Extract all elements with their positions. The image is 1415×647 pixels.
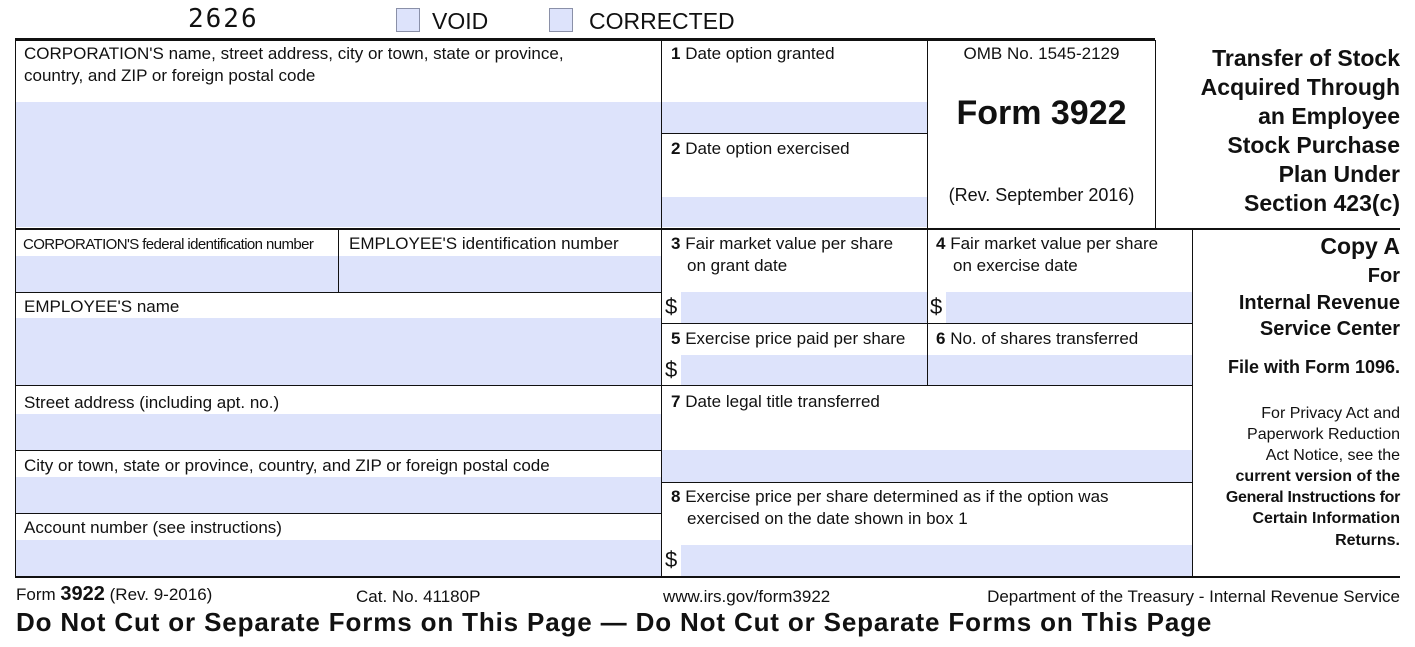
privacy-5: General Instructions for [1225, 489, 1400, 506]
privacy-3: Act Notice, see the [1265, 447, 1400, 464]
box5-input[interactable] [681, 355, 927, 385]
box3-dollar: $ [665, 294, 678, 319]
form-code: 2626 [188, 4, 259, 34]
box3-label [671, 233, 893, 255]
box6-number: 6 [936, 329, 946, 348]
corp-name-label: CORPORATION'S name, street address, city or town, state or province, [24, 44, 564, 63]
box6-input[interactable] [928, 355, 1192, 385]
footer-form-id [16, 583, 212, 606]
title-line1: Transfer of Stock [1212, 45, 1400, 71]
footer-warning: Do Not Cut or Separate Forms on This Page — Do Not Cut or Separate Forms on This Page [16, 607, 1213, 637]
rule [15, 38, 1155, 41]
corp-fid-input[interactable] [16, 256, 338, 292]
title-line2: Acquired Through [1200, 74, 1400, 100]
street-input[interactable] [16, 414, 661, 450]
box7-number: 7 [671, 392, 681, 411]
box2-input[interactable] [662, 197, 927, 227]
title-line3: an Employee [1258, 103, 1400, 129]
box4-text: Fair market value per share [950, 234, 1159, 253]
box8-label-2: exercised on the date shown in box 1 [687, 509, 968, 528]
rule [662, 133, 927, 134]
emp-id-input[interactable] [339, 256, 661, 292]
rule [927, 230, 928, 386]
footer-form-word: Form [16, 585, 56, 604]
footer-url: www.irs.gov/form3922 [663, 587, 831, 606]
omb-number: OMB No. 1545-2129 [963, 44, 1120, 63]
rule [15, 385, 1192, 386]
rule [15, 40, 16, 577]
copy-for: For [1367, 265, 1400, 287]
box8-dollar: $ [665, 547, 678, 572]
copy-irs-2: Service Center [1259, 318, 1400, 340]
box4-label-2: on exercise date [953, 256, 1078, 275]
corp-name-input[interactable] [16, 102, 661, 227]
box6-label [936, 328, 1138, 350]
privacy-1: For Privacy Act and [1261, 405, 1400, 422]
title-line4: Stock Purchase [1227, 132, 1400, 158]
box7-label [671, 391, 880, 413]
account-input[interactable] [16, 540, 661, 576]
box8-text: Exercise price per share determined as if the option was [685, 487, 1109, 506]
privacy-4: current version of the [1235, 468, 1400, 485]
corrected-checkbox[interactable] [549, 8, 573, 32]
footer-rev: (Rev. 9-2016) [109, 585, 213, 604]
footer-form-number: 3922 [60, 583, 105, 605]
rule [661, 40, 662, 577]
rule [15, 450, 661, 451]
rule [662, 323, 1192, 324]
box7-text: Date legal title transferred [685, 392, 880, 411]
rule [15, 513, 661, 514]
box4-number: 4 [936, 234, 946, 253]
corp-fid-label: CORPORATION'S federal identification number [23, 236, 314, 253]
box7-input[interactable] [662, 450, 1192, 482]
box2-number: 2 [671, 139, 681, 158]
omb-rev: (Rev. September 2016) [948, 185, 1135, 205]
form-title: Form 3922 [956, 94, 1127, 132]
box5-dollar: $ [665, 357, 678, 382]
city-label: City or town, state or province, country, and ZIP or foreign postal code [24, 456, 550, 475]
rule [662, 482, 1192, 483]
emp-id-label: EMPLOYEE'S identification number [349, 234, 619, 253]
box4-label [936, 233, 1158, 255]
box5-label [671, 328, 905, 350]
street-label: Street address (including apt. no.) [24, 393, 280, 412]
footer-dept: Department of the Treasury - Internal Revenue Service [987, 587, 1400, 606]
box1-input[interactable] [662, 102, 927, 133]
privacy-6: Certain Information [1252, 510, 1400, 527]
corp-name-label-2: country, and ZIP or foreign postal code [24, 66, 316, 85]
copy-a: Copy A [1320, 233, 1400, 259]
box3-text: Fair market value per share [685, 234, 894, 253]
footer-cat: Cat. No. 41180P [356, 587, 481, 606]
box8-number: 8 [671, 487, 681, 506]
box6-text: No. of shares transferred [950, 329, 1139, 348]
box5-text: Exercise price paid per share [685, 329, 906, 348]
box2-text: Date option exercised [685, 139, 850, 158]
box2-label [671, 138, 850, 160]
box8-input[interactable] [681, 545, 1192, 576]
box3-input[interactable] [681, 292, 927, 323]
box1-text: Date option granted [685, 44, 835, 63]
title-line6: Section 423(c) [1244, 190, 1400, 216]
box4-dollar: $ [930, 294, 943, 319]
rule [338, 230, 339, 292]
box8-label [671, 486, 1109, 508]
rule [15, 576, 1400, 578]
privacy-7: Returns. [1335, 532, 1400, 549]
privacy-2: Paperwork Reduction [1247, 426, 1400, 443]
box3-label-2: on grant date [687, 256, 788, 275]
copy-irs-1: Internal Revenue [1238, 292, 1400, 314]
rule [15, 292, 661, 293]
emp-name-label: EMPLOYEE'S name [24, 297, 180, 316]
box1-label [671, 43, 835, 65]
emp-name-input[interactable] [16, 318, 661, 385]
box3-number: 3 [671, 234, 681, 253]
rule [1155, 40, 1156, 228]
city-input[interactable] [16, 477, 661, 513]
box1-number: 1 [671, 44, 681, 63]
box4-input[interactable] [946, 292, 1192, 323]
void-checkbox[interactable] [396, 8, 420, 32]
void-label: VOID [432, 8, 489, 34]
title-line5: Plan Under [1278, 161, 1400, 187]
box5-number: 5 [671, 329, 681, 348]
file-with: File with Form 1096. [1227, 357, 1400, 377]
corrected-label: CORRECTED [589, 8, 735, 34]
rule [1192, 230, 1193, 577]
account-label: Account number (see instructions) [24, 518, 282, 537]
